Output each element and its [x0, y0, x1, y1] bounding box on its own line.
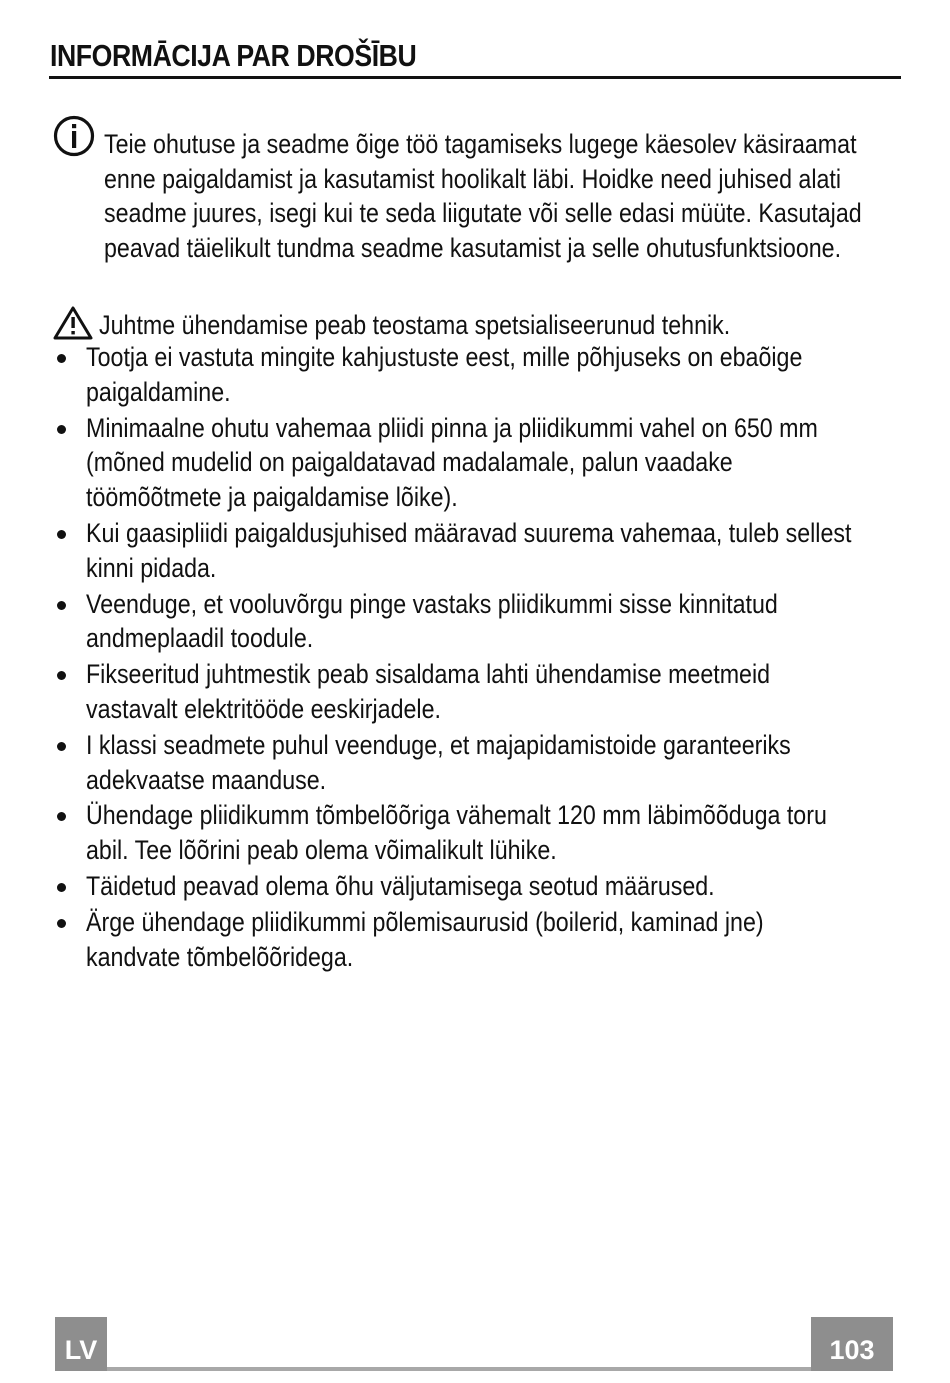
list-item-line: andmeplaadil toodule. [86, 623, 314, 654]
list-item [53, 516, 950, 586]
bullet-dot [57, 425, 66, 434]
warning-triangle-icon [53, 306, 93, 340]
list-item-line: Ärge ühendage pliidikummi põlemisaurusid (boilerid, kaminad jne) [86, 906, 764, 937]
list-item [53, 411, 950, 515]
list-item [53, 869, 950, 904]
list-item-line: Minimaalne ohutu vahemaa pliidi pinna ja pliidikummi vahel on 650 mm [86, 412, 818, 443]
bullet-dot [57, 742, 66, 751]
list-item [53, 798, 950, 868]
list-item [53, 587, 950, 657]
page-title: INFORMĀCIJA PAR DROŠĪBU [50, 38, 417, 73]
list-item-line: I klassi seadmete puhul veenduge, et majapidamistoide garanteeriks [86, 729, 791, 760]
list-item-line: paigaldamine. [86, 376, 231, 407]
list-item [53, 657, 950, 727]
intro-line: Teie ohutuse ja seadme õige töö tagamiseks lugege käesolev käsiraamat [104, 129, 857, 159]
title-divider [49, 76, 901, 79]
list-item [53, 905, 950, 975]
intro-line: peavad täielikult tundma seadme kasutamist ja selle ohutusfunktsioone. [104, 232, 842, 263]
list-item-line: kinni pidada. [86, 552, 217, 583]
info-circle-icon [53, 115, 95, 157]
bullet-dot [57, 812, 66, 821]
bullet-dot [57, 601, 66, 610]
safety-list [53, 340, 950, 975]
list-item-line: Tootja ei vastuta mingite kahjustuste eest, mille põhjuseks on ebaõige [86, 342, 803, 372]
language-badge: LV [55, 1317, 107, 1371]
list-item-line: abil. Tee lõõrini peab olema võimalikult lühike. [86, 835, 557, 866]
list-item-line: kandvate tõmbelõõridega. [86, 941, 354, 972]
page-number: 103 [811, 1317, 893, 1371]
list-item-line: Täidetud peavad olema õhu väljutamisega seotud määrused. [86, 870, 715, 901]
warning-text: Juhtme ühendamise peab teostama spetsialiseerunud tehnik. [99, 310, 731, 340]
bullet-dot [57, 671, 66, 680]
list-item-line: adekvaatse maanduse. [86, 764, 327, 795]
list-item-line: vastavalt elektritööde eeskirjadele. [86, 693, 441, 724]
list-item-line: Kui gaasipliidi paigaldusjuhised määravad suurema vahemaa, tuleb sellest [86, 517, 852, 548]
intro-line: enne paigaldamist ja kasutamist hoolikalt läbi. Hoidke need juhised alati [104, 163, 842, 194]
intro-line: seadme juures, isegi kui te seda liigutate või selle edasi müüte. Kasutajad [104, 198, 862, 228]
list-item-line: (mõned mudelid on paigaldatavad madalamale, palun vaadake [86, 447, 733, 478]
list-item [53, 340, 950, 410]
list-item-line: töömõõtmete ja paigaldamise lõike). [86, 482, 458, 513]
intro-paragraph [104, 127, 912, 265]
footer-bar [55, 1367, 893, 1371]
bullet-dot [57, 354, 66, 363]
bullet-dot [57, 883, 66, 892]
list-item [53, 728, 950, 798]
list-item-line: Ühendage pliidikumm tõmbelõõriga vähemalt 120 mm läbimõõduga toru [86, 800, 827, 831]
bullet-dot [57, 919, 66, 928]
list-item-line: Veenduge, et vooluvõrgu pinge vastaks pliidikummi sisse kinnitatud [86, 588, 778, 619]
list-item-line: Fikseeritud juhtmestik peab sisaldama lahti ühendamise meetmeid [86, 659, 771, 690]
bullet-dot [57, 530, 66, 539]
